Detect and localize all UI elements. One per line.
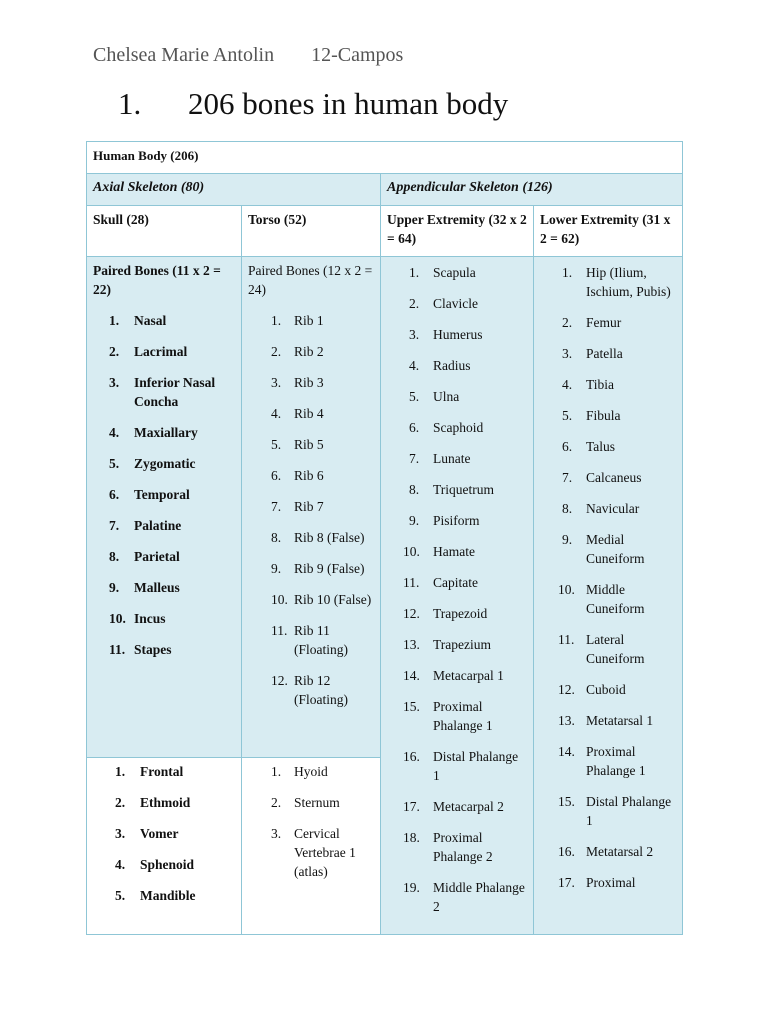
- list-item-text: Proximal Phalange 1: [586, 744, 646, 778]
- list-item-number: 3.: [409, 327, 420, 342]
- list-item: [387, 747, 527, 785]
- list-item: [387, 325, 527, 344]
- author-name: Chelsea Marie Antolin: [93, 44, 275, 66]
- list-item-number: 1.: [271, 764, 282, 780]
- list-item-number: 13.: [558, 713, 575, 728]
- list-item: [93, 609, 235, 628]
- lower-extremity-cell: [534, 257, 683, 935]
- list-item: [93, 762, 235, 781]
- skull-single-cell: [87, 758, 242, 935]
- list-item: [248, 342, 374, 361]
- list-item-text: Palatine: [134, 518, 182, 533]
- list-item: [248, 311, 374, 330]
- list-item-text: Inferior Nasal Concha: [134, 375, 216, 409]
- list-item: [387, 697, 527, 735]
- list-item-text: Middle Cuneiform: [586, 582, 645, 616]
- torso-single-cell: [242, 758, 381, 935]
- list-item-number: 4.: [409, 358, 420, 373]
- list-item-number: 7.: [271, 499, 282, 514]
- list-item-text: Talus: [586, 439, 616, 454]
- list-item-number: 8.: [271, 530, 282, 545]
- list-item: [248, 373, 374, 392]
- list-item-number: 19.: [403, 880, 420, 895]
- list-item: [540, 711, 676, 730]
- list-item: [540, 680, 676, 699]
- list-item-number: 2.: [109, 344, 120, 359]
- list-item-number: 7.: [109, 518, 120, 533]
- list-item-text: Fibula: [586, 408, 621, 423]
- list-item-number: 4.: [562, 377, 573, 392]
- list-item: [387, 263, 527, 282]
- list-item: [540, 406, 676, 425]
- list-item-text: Distal Phalange 1: [586, 794, 672, 828]
- list-item-number: 4.: [109, 425, 120, 440]
- torso-paired-label: Paired Bones (12 x 2 = 24): [248, 263, 373, 297]
- list-item: [248, 671, 374, 709]
- list-item: [387, 294, 527, 313]
- list-item-number: 5.: [271, 437, 282, 452]
- table-title: Human Body (206): [87, 142, 683, 174]
- list-item-number: 5.: [562, 408, 573, 423]
- list-item: [540, 313, 676, 332]
- list-item-text: Cuboid: [586, 682, 626, 697]
- list-item-text: Metatarsal 1: [586, 713, 654, 728]
- list-item-number: 1.: [109, 313, 120, 328]
- list-item-text: Proximal Phalange 2: [433, 830, 493, 864]
- list-item-number: 5.: [409, 389, 420, 404]
- list-item: [387, 666, 527, 685]
- list-item: [387, 356, 527, 375]
- upper-extremity-list: [387, 261, 527, 916]
- list-item-number: 2.: [409, 296, 420, 311]
- list-item-text: Rib 10 (False): [294, 592, 372, 607]
- list-item-number: 10.: [403, 544, 420, 559]
- list-item: [387, 542, 527, 561]
- list-item-number: 12.: [558, 682, 575, 697]
- list-item: [387, 480, 527, 499]
- list-item-number: 11.: [109, 642, 126, 657]
- list-item: [387, 573, 527, 592]
- skull-single-list: [93, 762, 235, 905]
- list-item-number: 11.: [558, 632, 575, 647]
- list-item-text: Navicular: [586, 501, 640, 516]
- list-item-text: Clavicle: [433, 296, 478, 311]
- list-item-number: 6.: [409, 420, 420, 435]
- list-item: [248, 404, 374, 423]
- list-item: [248, 762, 374, 781]
- list-item: [387, 828, 527, 866]
- list-item: [93, 793, 235, 812]
- torso-paired-cell: [242, 257, 381, 758]
- list-item-text: Lacrimal: [134, 344, 188, 359]
- page-heading: [118, 86, 508, 122]
- list-item-number: 9.: [562, 532, 573, 547]
- list-item-number: 14.: [558, 744, 575, 759]
- list-item-number: 15.: [403, 699, 420, 714]
- list-item: [540, 842, 676, 861]
- list-item-number: 3.: [271, 826, 282, 842]
- list-item: [248, 590, 374, 609]
- list-item: [248, 528, 374, 547]
- list-item: [93, 373, 235, 411]
- list-item-number: 3.: [115, 826, 126, 842]
- list-item-text: Nasal: [134, 313, 167, 328]
- list-item: [387, 511, 527, 530]
- list-item: [387, 878, 527, 916]
- list-item-text: Scaphoid: [433, 420, 484, 435]
- list-item: [248, 435, 374, 454]
- list-item-text: Temporal: [134, 487, 190, 502]
- list-item-text: Lunate: [433, 451, 471, 466]
- list-item-text: Rib 12 (Floating): [294, 673, 348, 707]
- list-item: [387, 797, 527, 816]
- list-item-number: 12.: [271, 673, 288, 688]
- list-item-number: 9.: [271, 561, 282, 576]
- list-item: [540, 630, 676, 668]
- list-item-text: Femur: [586, 315, 622, 330]
- list-item-number: 16.: [403, 749, 420, 764]
- list-item-number: 1.: [115, 764, 126, 780]
- list-item-text: Pisiform: [433, 513, 480, 528]
- list-item-text: Medial Cuneiform: [586, 532, 645, 566]
- list-item-text: Rib 8 (False): [294, 530, 365, 545]
- list-item: [387, 635, 527, 654]
- list-item-number: 1.: [562, 265, 573, 280]
- list-item: [93, 855, 235, 874]
- list-item-text: Zygomatic: [134, 456, 196, 471]
- list-item-number: 2.: [271, 344, 282, 359]
- list-item-text: Scapula: [433, 265, 476, 280]
- list-item-number: 4.: [271, 406, 282, 421]
- torso-paired-list: [248, 311, 374, 709]
- list-item-number: 11.: [271, 623, 288, 638]
- list-item-text: Hamate: [433, 544, 475, 559]
- list-item-text: Rib 11 (Floating): [294, 623, 348, 657]
- list-item-text: Humerus: [433, 327, 483, 342]
- list-item-text: Distal Phalange 1: [433, 749, 519, 783]
- list-item-number: 10.: [271, 592, 288, 607]
- list-item-number: 11.: [403, 575, 420, 590]
- list-item: [248, 793, 374, 812]
- list-item: [93, 516, 235, 535]
- list-item-number: 12.: [403, 606, 420, 621]
- list-item-text: Malleus: [134, 580, 180, 595]
- list-item-number: 7.: [562, 470, 573, 485]
- list-item-text: Trapezoid: [433, 606, 488, 621]
- list-item: [387, 418, 527, 437]
- section-name: 12-Campos: [311, 44, 404, 66]
- list-item-number: 1.: [271, 313, 282, 328]
- upper-extremity-title: Upper Extremity (32 x 2 = 64): [381, 206, 534, 257]
- list-item-text: Radius: [433, 358, 471, 373]
- list-item-text: Proximal: [586, 875, 636, 890]
- list-item-number: 3.: [109, 375, 120, 390]
- list-item-text: Tibia: [586, 377, 615, 392]
- list-item: [93, 824, 235, 843]
- document-header: [93, 44, 403, 67]
- list-item: [387, 387, 527, 406]
- list-item-text: Rib 2: [294, 344, 324, 359]
- list-item-number: 17.: [558, 875, 575, 890]
- list-item-text: Metatarsal 2: [586, 844, 654, 859]
- list-item: [540, 792, 676, 830]
- list-item: [248, 621, 374, 659]
- list-item-number: 5.: [115, 888, 126, 904]
- list-item-text: Triquetrum: [433, 482, 495, 497]
- skull-paired-list: [93, 311, 235, 659]
- list-item-text: Ulna: [433, 389, 460, 404]
- list-item-text: Proximal Phalange 1: [433, 699, 493, 733]
- lower-extremity-list: [540, 261, 676, 892]
- list-item-text: Maxiallary: [134, 425, 198, 440]
- list-item-text: Hyoid: [294, 764, 328, 780]
- list-item-number: 8.: [109, 549, 120, 564]
- list-item-number: 2.: [115, 795, 126, 811]
- list-item-number: 9.: [109, 580, 120, 595]
- list-item: [248, 824, 374, 881]
- torso-single-list: [248, 762, 374, 881]
- list-item: [93, 454, 235, 473]
- list-item: [248, 559, 374, 578]
- bones-table: [86, 141, 683, 935]
- torso-title: Torso (52): [242, 206, 381, 257]
- heading-text: 206 bones in human body: [188, 86, 509, 121]
- skull-paired-cell: [87, 257, 242, 758]
- list-item-text: Sternum: [294, 795, 340, 811]
- list-item-text: Patella: [586, 346, 623, 361]
- list-item-number: 2.: [271, 795, 282, 811]
- list-item: [540, 375, 676, 394]
- list-item: [93, 485, 235, 504]
- list-item-number: 1.: [409, 265, 420, 280]
- list-item: [540, 742, 676, 780]
- list-item-number: 15.: [558, 794, 575, 809]
- list-item-text: Incus: [134, 611, 166, 626]
- list-item-number: 7.: [409, 451, 420, 466]
- list-item: [93, 423, 235, 442]
- lower-extremity-title: Lower Extremity (31 x 2 = 62): [534, 206, 683, 257]
- list-item-number: 2.: [562, 315, 573, 330]
- list-item: [540, 499, 676, 518]
- list-item-text: Metacarpal 1: [433, 668, 504, 683]
- list-item-number: 17.: [403, 799, 420, 814]
- list-item: [540, 263, 676, 301]
- list-item-text: Ethmoid: [140, 795, 191, 811]
- list-item: [93, 311, 235, 330]
- list-item-text: Rib 7: [294, 499, 324, 514]
- list-item-number: 8.: [562, 501, 573, 516]
- list-item-number: 6.: [109, 487, 120, 502]
- list-item: [540, 530, 676, 568]
- list-item: [93, 547, 235, 566]
- list-item-text: Lateral Cuneiform: [586, 632, 645, 666]
- upper-extremity-cell: [381, 257, 534, 935]
- list-item-text: Metacarpal 2: [433, 799, 504, 814]
- list-item-number: 16.: [558, 844, 575, 859]
- list-item: [540, 344, 676, 363]
- list-item-number: 14.: [403, 668, 420, 683]
- list-item: [540, 468, 676, 487]
- list-item-text: Parietal: [134, 549, 180, 564]
- list-item-text: Vomer: [140, 826, 179, 842]
- list-item-number: 3.: [562, 346, 573, 361]
- list-item: [248, 497, 374, 516]
- list-item-number: 18.: [403, 830, 420, 845]
- list-item-number: 10.: [558, 582, 575, 597]
- list-item-text: Rib 3: [294, 375, 324, 390]
- list-item-number: 10.: [109, 611, 126, 626]
- list-item-text: Rib 6: [294, 468, 324, 483]
- list-item-text: Capitate: [433, 575, 478, 590]
- list-item-text: Sphenoid: [140, 857, 195, 873]
- heading-number: 1.: [118, 86, 142, 121]
- list-item-text: Hip (Ilium, Ischium, Pubis): [586, 265, 671, 299]
- list-item-text: Rib 4: [294, 406, 324, 421]
- list-item-text: Rib 5: [294, 437, 324, 452]
- list-item-number: 4.: [115, 857, 126, 873]
- list-item-text: Frontal: [140, 764, 184, 780]
- skull-paired-label: Paired Bones (11 x 2 = 22): [93, 263, 221, 297]
- list-item: [540, 437, 676, 456]
- list-item-text: Stapes: [134, 642, 172, 657]
- list-item-text: Calcaneus: [586, 470, 642, 485]
- list-item-number: 9.: [409, 513, 420, 528]
- list-item-text: Cervical Vertebrae 1 (atlas): [294, 826, 356, 880]
- list-item-number: 6.: [562, 439, 573, 454]
- list-item: [93, 640, 235, 659]
- list-item: [387, 604, 527, 623]
- list-item: [387, 449, 527, 468]
- list-item-text: Trapezium: [433, 637, 491, 652]
- list-item-number: 3.: [271, 375, 282, 390]
- skull-title: Skull (28): [87, 206, 242, 257]
- list-item-text: Rib 1: [294, 313, 324, 328]
- list-item: [93, 342, 235, 361]
- list-item-number: 8.: [409, 482, 420, 497]
- axial-skeleton-title: Axial Skeleton (80): [87, 174, 381, 206]
- list-item-number: 6.: [271, 468, 282, 483]
- list-item: [248, 466, 374, 485]
- list-item: [540, 873, 676, 892]
- list-item-number: 5.: [109, 456, 120, 471]
- list-item-text: Mandible: [140, 888, 196, 904]
- list-item: [93, 578, 235, 597]
- appendicular-skeleton-title: Appendicular Skeleton (126): [381, 174, 683, 206]
- list-item-text: Rib 9 (False): [294, 561, 365, 576]
- list-item: [93, 886, 235, 905]
- list-item-number: 13.: [403, 637, 420, 652]
- list-item-text: Middle Phalange 2: [433, 880, 525, 914]
- list-item: [540, 580, 676, 618]
